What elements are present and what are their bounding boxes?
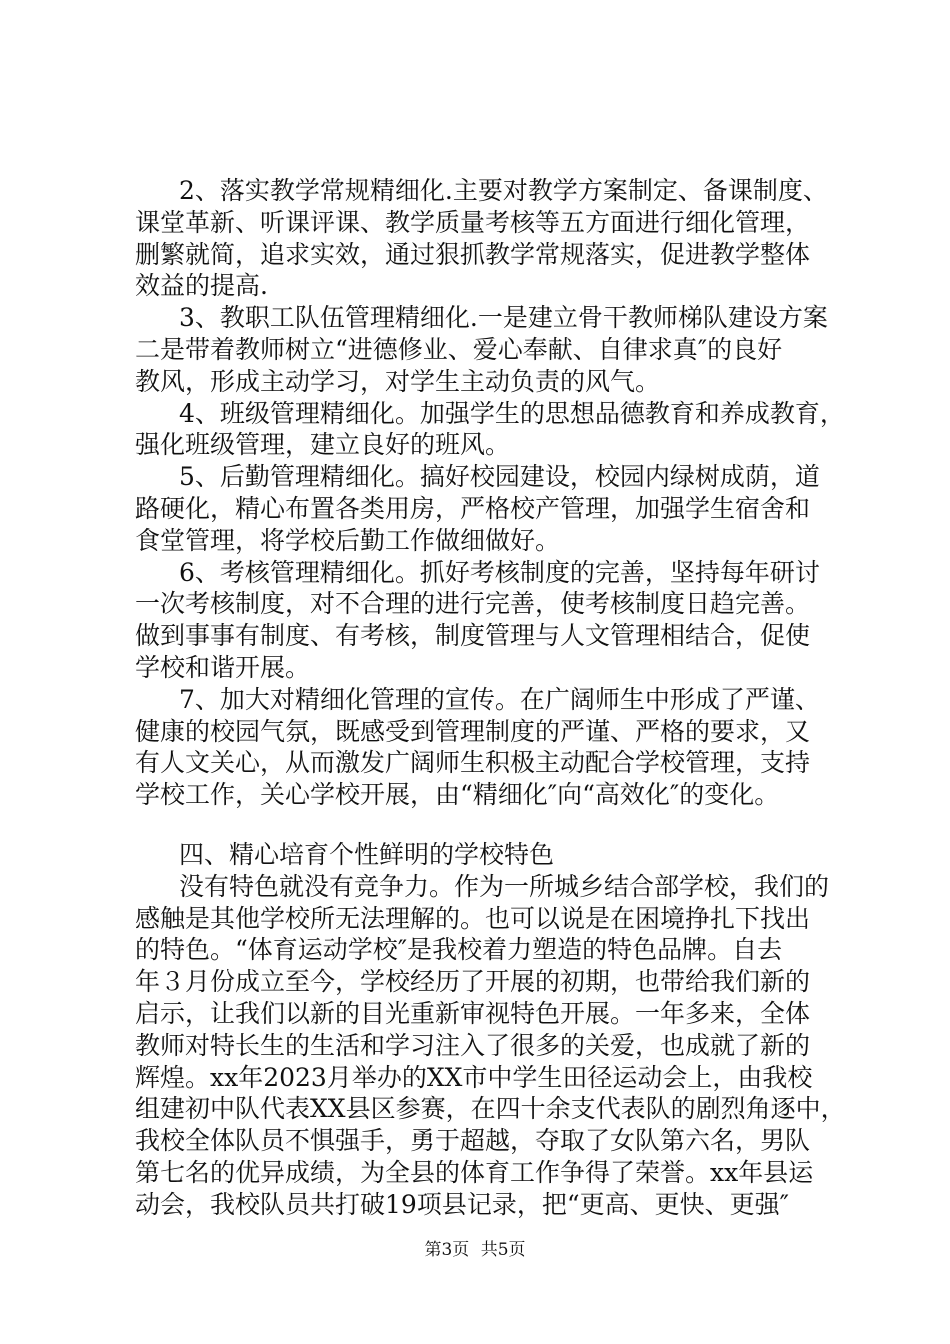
document-body	[135, 175, 850, 1221]
text-line: 辉煌。xx年2023月举办的XX市中学生田径运动会上，由我校	[135, 1062, 813, 1092]
text-line: 学校工作，关心学校开展，由“精细化″向“高效化″的变化。	[135, 780, 780, 810]
text-line: 没有特色就没有竞争力。作为一所城乡结合部学校，我们的	[179, 871, 830, 901]
text-line: 做到事事有制度、有考核，制度管理与人文管理相结合，促使	[135, 621, 811, 651]
text-line: 我校全体队员不惧强手，勇于超越，夺取了女队第六名，男队	[135, 1126, 811, 1156]
text-line: 5、后勤管理精细化。搞好校园建设，校园内绿树成荫，道	[179, 462, 820, 492]
page-number: 第3页	[424, 1240, 470, 1260]
text-line: 教师对特长生的生活和学习注入了很多的关爱，也成就了新的	[135, 1030, 811, 1060]
text-line: 教风，形成主动学习，对学生主动负责的风气。	[135, 366, 661, 396]
text-line: 动会，我校队员共打破19项县记录，把“更高、更快、更强″	[135, 1189, 789, 1219]
text-line: 4、班级管理精细化。加强学生的思想品德教育和养成教育，	[179, 398, 845, 428]
text-line: 二是带着教师树立“进德修业、爱心奉献、自律求真″的良好	[135, 334, 783, 364]
text-line: 第七名的优异成绩，为全县的体育工作争得了荣誉。xx年县运	[135, 1157, 814, 1187]
text-line: 健康的校园气氛，既感受到管理制度的严谨、严格的要求，又	[135, 716, 811, 746]
text-line: 有人文关心，从而激发广阔师生积极主动配合学校管理，支持	[135, 748, 811, 778]
section-heading: 四、精心培育个性鲜明的学校特色	[179, 839, 555, 869]
text-line: 6、考核管理精细化。抓好考核制度的完善，坚持每年研讨	[179, 557, 820, 587]
text-line: 路硬化，精心布置各类用房，严格校产管理，加强学生宿舍和	[135, 493, 811, 523]
text-line: 2、落实教学常规精细化.主要对教学方案制定、备课制度、	[179, 176, 828, 205]
page-total: 共5页	[480, 1240, 526, 1260]
text-line: 3、教职工队伍管理精细化.一是建立骨干教师梯队建设方案	[179, 303, 828, 333]
text-line: 感触是其他学校所无法理解的。也可以说是在困境挣扎下找出	[135, 903, 811, 933]
text-line: 启示，让我们以新的目光重新审视特色开展。一年多来，全体	[135, 998, 811, 1028]
text-line: 一次考核制度，对不合理的进行完善，使考核制度日趋完善。	[135, 589, 811, 619]
text-line: 效益的提高.	[135, 271, 268, 301]
text-line: 删繁就简，追求实效，通过狠抓教学常规落实，促进教学整体	[135, 239, 811, 269]
text-line: 学校和谐开展。	[135, 652, 311, 682]
text-line: 课堂革新、听课评课、教学质量考核等五方面进行细化管理，	[135, 207, 811, 237]
text-line: 7、加大对精细化管理的宣传。在广阔师生中形成了严谨、	[179, 684, 820, 714]
text-line: 强化班级管理，建立良好的班风。	[135, 430, 511, 460]
text-line: 的特色。“体育运动学校″是我校着力塑造的特色品牌。自去	[135, 935, 783, 965]
text-line: 年３月份成立至今，学校经历了开展的初期，也带给我们新的	[135, 967, 811, 997]
text-line: 食堂管理，将学校后勤工作做细做好。	[135, 525, 561, 555]
paragraph-gap	[135, 811, 850, 839]
page-footer	[0, 1235, 950, 1260]
text-line: 组建初中队代表XX县区参赛，在四十余支代表队的剧烈角逐中，	[135, 1094, 846, 1124]
